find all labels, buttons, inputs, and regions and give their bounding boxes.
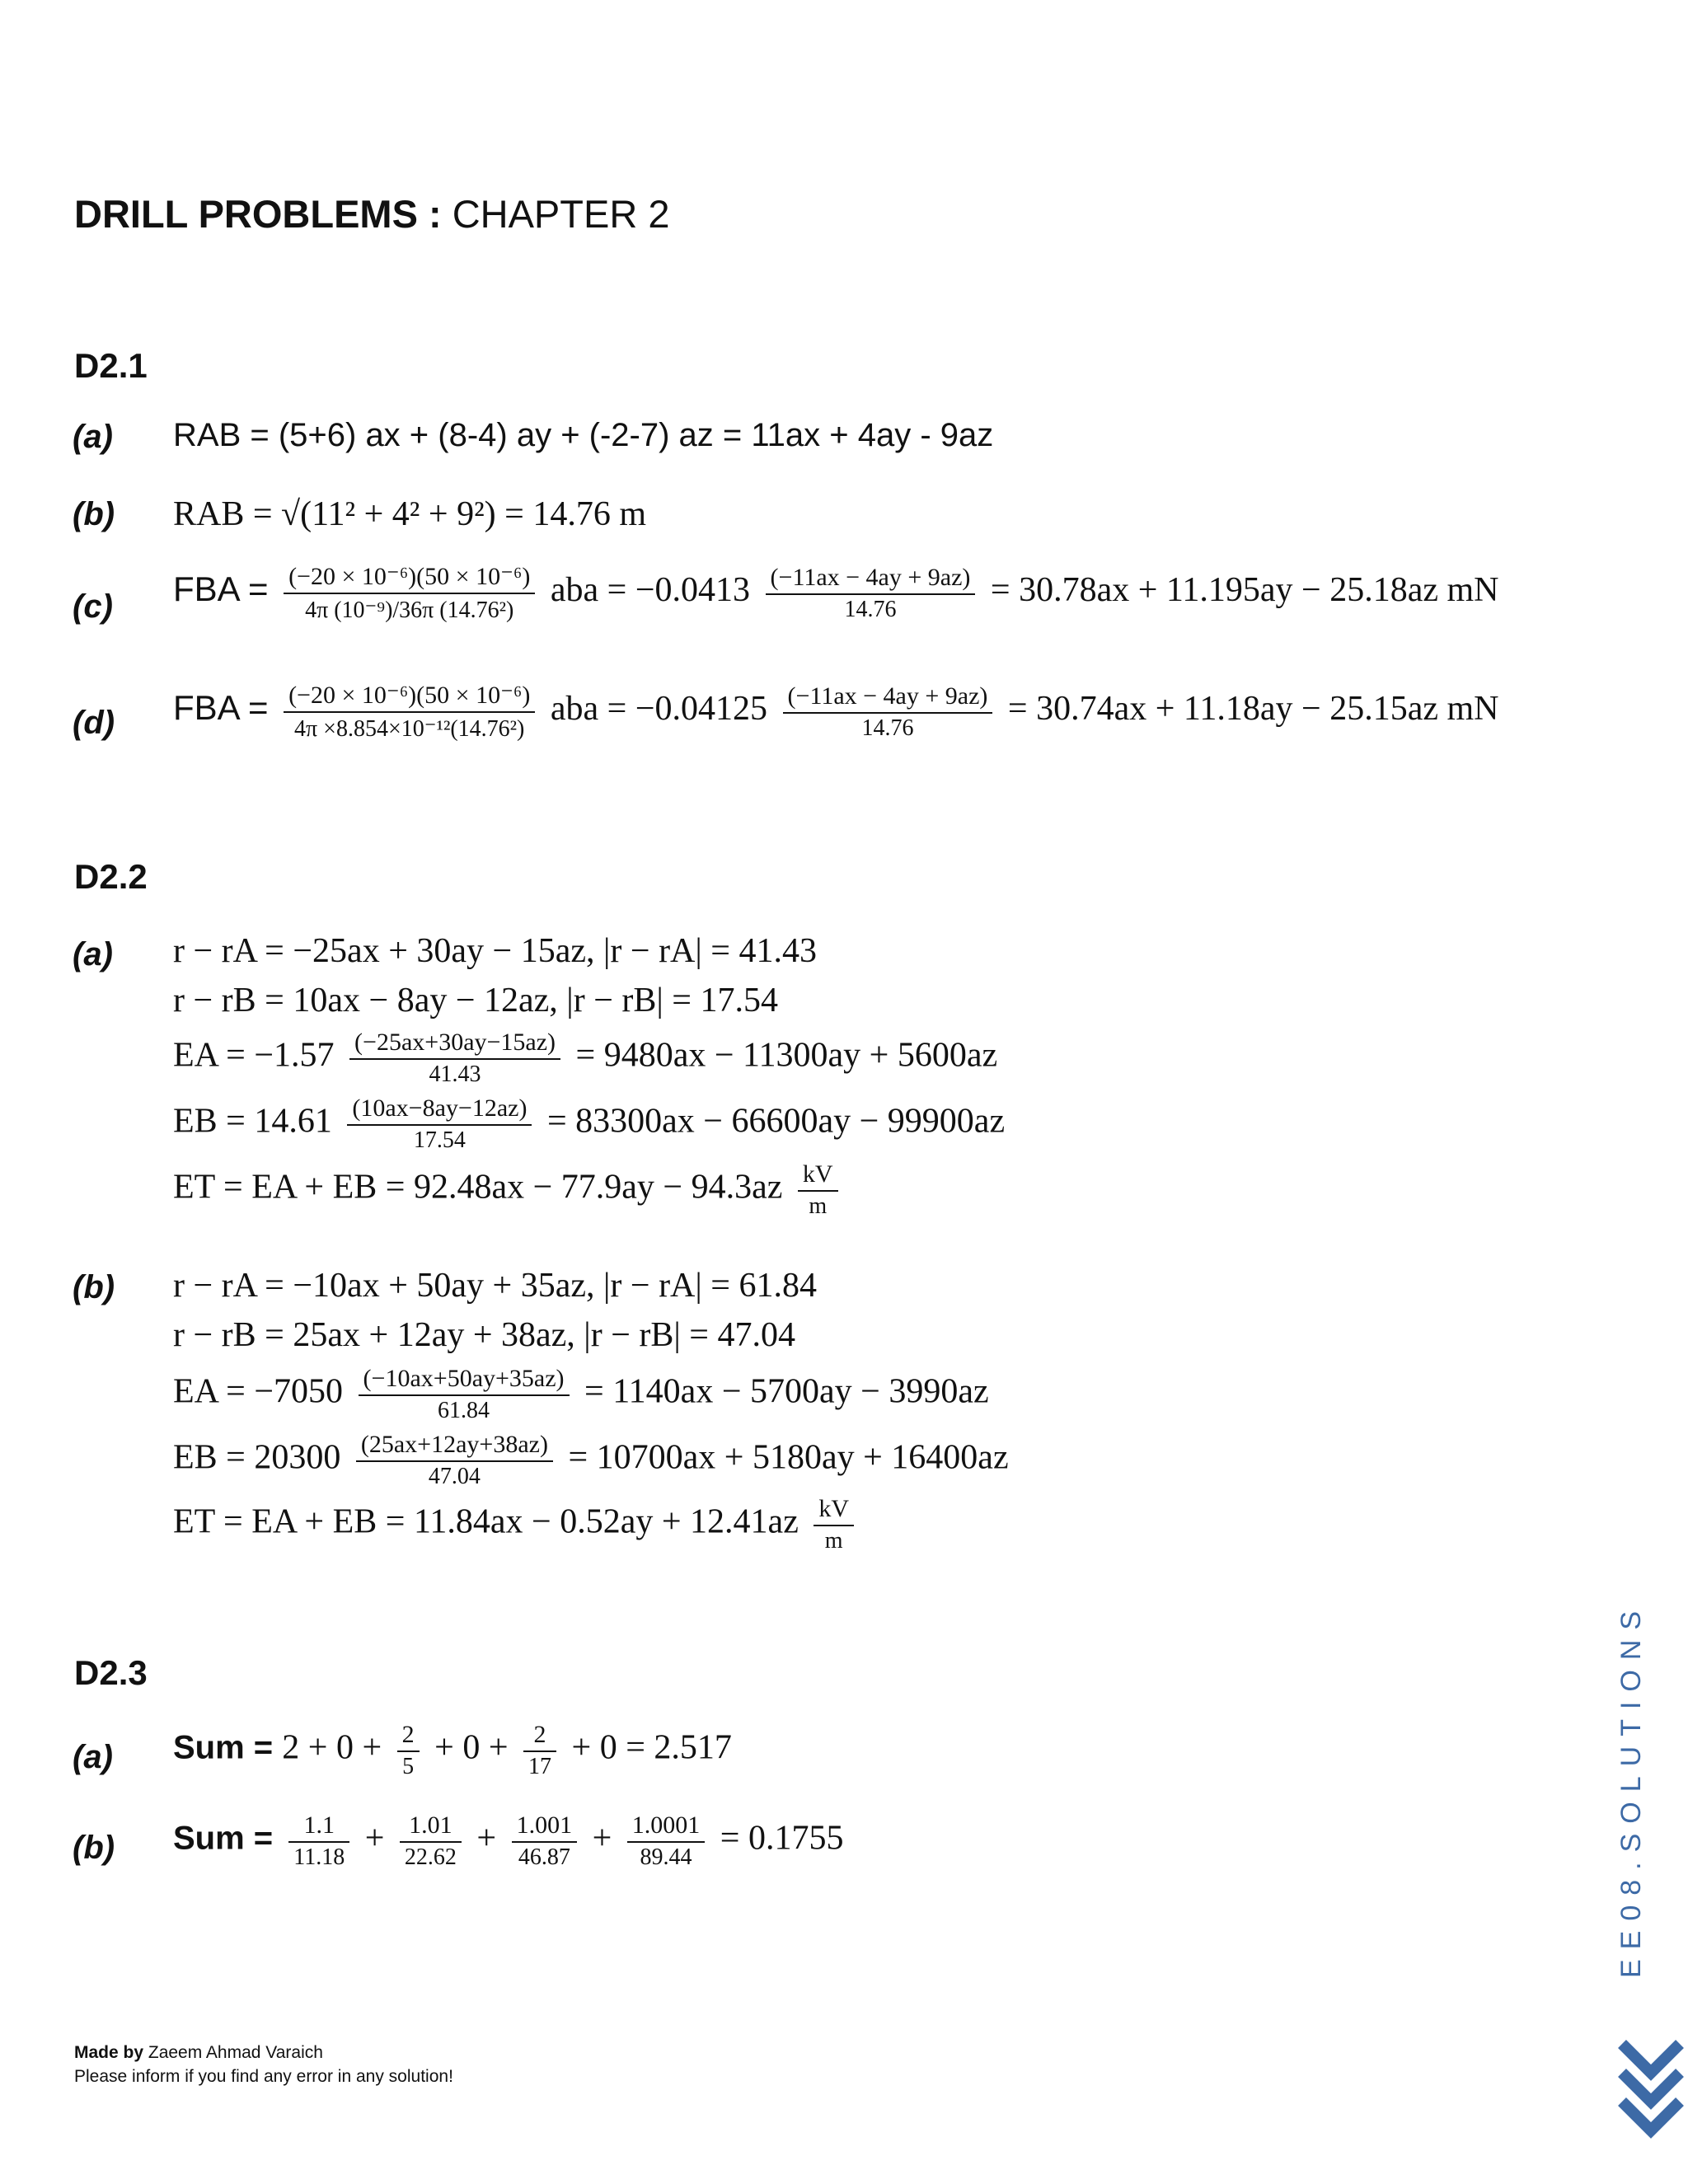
d21-c-den: 4π (10⁻⁹)/36π (14.76²) <box>305 598 514 623</box>
watermark-text: EE08.SOLUTIONS <box>1615 1601 1647 1978</box>
plus: + <box>364 1819 385 1858</box>
unit-num: kV <box>798 1160 838 1192</box>
d22-b4-lhs: EB = 20300 <box>173 1438 341 1477</box>
d21-d <box>173 681 1499 743</box>
footer-note: Please inform if you find any error in any solution! <box>74 2067 453 2086</box>
d22-a5-unit <box>798 1160 838 1220</box>
d23-b-frac1 <box>288 1811 349 1871</box>
author: Zaeem Ahmad Varaich <box>143 2043 323 2062</box>
d21-c-num2: (−11ax − 4ay + 9az) <box>766 564 976 595</box>
plus: + <box>592 1819 612 1858</box>
d21-c-result: = 30.78ax + 11.195ay − 25.18az mN <box>990 571 1499 610</box>
d23-a-part3: + 0 = 2.517 <box>571 1728 732 1767</box>
section-d21: D2.1 <box>74 346 148 385</box>
d21-c-lhs: FBA = <box>173 569 269 609</box>
label-b: (b) <box>73 1830 115 1866</box>
d23-b-frac3 <box>512 1811 578 1871</box>
title-bold: DRILL PROBLEMS : <box>74 192 442 236</box>
d21-a: RAB = (5+6) ax + (8-4) ay + (-2-7) az = 11ax + 4ay - 9az <box>173 417 994 453</box>
label-a: (a) <box>73 1739 113 1775</box>
d22-b4-num: (25ax+12ay+38az) <box>356 1431 553 1462</box>
d21-d-frac2 <box>783 682 993 742</box>
sum-label: Sum = <box>173 1820 283 1857</box>
unit-num: kV <box>814 1495 854 1526</box>
d22-b5-expr: ET = EA + EB = 11.84ax − 0.52ay + 12.41az <box>173 1502 799 1541</box>
label-a: (a) <box>73 936 113 972</box>
d23-a-part1: 2 + 0 + <box>282 1728 382 1767</box>
d21-b: RAB = √(11² + 4² + 9²) = 14.76 m <box>173 495 647 533</box>
d22-b1: r − rA = −10ax + 50ay + 35az, |r − rA| = 61.84 <box>173 1267 817 1305</box>
footer <box>74 2041 453 2088</box>
unit-den: m <box>809 1193 828 1219</box>
title-rest: CHAPTER 2 <box>441 192 670 236</box>
d21-d-den2: 14.76 <box>861 715 914 741</box>
num: 1.001 <box>512 1811 578 1843</box>
d21-d-num: (−20 × 10⁻⁶)(50 × 10⁻⁶) <box>284 681 535 713</box>
den: 5 <box>402 1754 415 1779</box>
d21-c-frac1 <box>284 562 535 624</box>
d22-a4-num: (10ax−8ay−12az) <box>347 1094 532 1126</box>
den: 46.87 <box>518 1844 570 1870</box>
d22-b4-rhs: = 10700ax + 5180ay + 16400az <box>568 1438 1009 1477</box>
d23-b <box>173 1811 843 1871</box>
unit-den: m <box>824 1528 843 1554</box>
label-b: (b) <box>73 1269 115 1305</box>
d23-a-frac1 <box>397 1721 420 1780</box>
d22-a5-expr: ET = EA + EB = 92.48ax − 77.9ay − 94.3az <box>173 1168 783 1207</box>
label-c: (c) <box>73 588 113 625</box>
num: 2 <box>523 1721 556 1752</box>
d22-a4-frac <box>347 1094 532 1154</box>
d22-b3 <box>173 1365 989 1424</box>
footer-author-line <box>74 2041 453 2064</box>
made-by: Made by <box>74 2043 144 2062</box>
num: 1.1 <box>288 1811 349 1843</box>
d22-b2: r − rB = 25ax + 12ay + 38az, |r − rB| = 47.04 <box>173 1316 795 1354</box>
d22-a1: r − rA = −25ax + 30ay − 15az, |r − rA| = 41.43 <box>173 932 817 970</box>
d22-b3-den: 61.84 <box>438 1398 490 1423</box>
d22-a4-lhs: EB = 14.61 <box>173 1102 332 1141</box>
d21-d-result: = 30.74ax + 11.18ay − 25.15az mN <box>1007 690 1499 729</box>
label-b: (b) <box>73 496 115 532</box>
d22-b3-lhs: EA = −7050 <box>173 1372 344 1411</box>
d21-c <box>173 562 1499 624</box>
chevron-logo-icon <box>1614 2027 1688 2143</box>
num: 2 <box>397 1721 420 1752</box>
label-d: (d) <box>73 705 115 741</box>
d23-a-part2: + 0 + <box>434 1728 509 1767</box>
label-a: (a) <box>73 419 113 455</box>
page-title <box>74 191 669 237</box>
d23-a <box>173 1721 732 1780</box>
d22-b3-rhs: = 1140ax − 5700ay − 3990az <box>584 1372 989 1411</box>
d22-b5 <box>173 1495 860 1554</box>
d21-c-num: (−20 × 10⁻⁶)(50 × 10⁻⁶) <box>284 562 535 594</box>
d22-b4 <box>173 1431 1009 1490</box>
d22-a3-frac <box>349 1029 560 1088</box>
num: 1.01 <box>400 1811 462 1843</box>
d22-a5 <box>173 1160 845 1220</box>
d23-b-frac2 <box>400 1811 462 1871</box>
d21-d-frac1 <box>284 681 535 743</box>
d22-a3-rhs: = 9480ax − 11300ay + 5600az <box>575 1036 998 1075</box>
den: 17 <box>528 1754 552 1779</box>
d21-d-num2: (−11ax − 4ay + 9az) <box>783 682 993 714</box>
section-d23: D2.3 <box>74 1653 148 1692</box>
den: 89.44 <box>640 1844 692 1870</box>
d22-b3-num: (−10ax+50ay+35az) <box>359 1365 570 1396</box>
d22-a4-rhs: = 83300ax − 66600ay − 99900az <box>546 1102 1006 1141</box>
den: 11.18 <box>293 1844 345 1870</box>
d22-a2: r − rB = 10ax − 8ay − 12az, |r − rB| = 17.54 <box>173 982 778 1019</box>
d23-a-frac2 <box>523 1721 556 1780</box>
d21-d-lhs: FBA = <box>173 688 269 728</box>
d21-d-mid: aba = −0.04125 <box>550 690 768 729</box>
d21-d-den: 4π ×8.854×10⁻¹²(14.76²) <box>294 716 525 742</box>
d23-b-frac4 <box>627 1811 706 1871</box>
d21-c-mid: aba = −0.0413 <box>550 571 751 610</box>
d22-a3-den: 41.43 <box>429 1062 481 1087</box>
d22-a3 <box>173 1029 997 1088</box>
d22-b4-den: 47.04 <box>428 1464 481 1489</box>
d22-b4-frac <box>356 1431 553 1490</box>
sum-label: Sum = <box>173 1729 283 1766</box>
num: 1.0001 <box>627 1811 706 1843</box>
d23-b-result: = 0.1755 <box>720 1819 844 1858</box>
den: 22.62 <box>404 1844 457 1870</box>
d22-b5-unit <box>814 1495 854 1554</box>
d22-a4-den: 17.54 <box>413 1127 466 1153</box>
d22-a3-num: (−25ax+30ay−15az) <box>349 1029 560 1060</box>
d22-a3-lhs: EA = −1.57 <box>173 1036 335 1075</box>
d22-b3-frac <box>359 1365 570 1424</box>
plus: + <box>476 1819 497 1858</box>
d22-a4 <box>173 1094 1005 1154</box>
section-d22: D2.2 <box>74 857 148 896</box>
d21-c-frac2 <box>766 564 976 623</box>
d21-c-den2: 14.76 <box>844 596 897 622</box>
